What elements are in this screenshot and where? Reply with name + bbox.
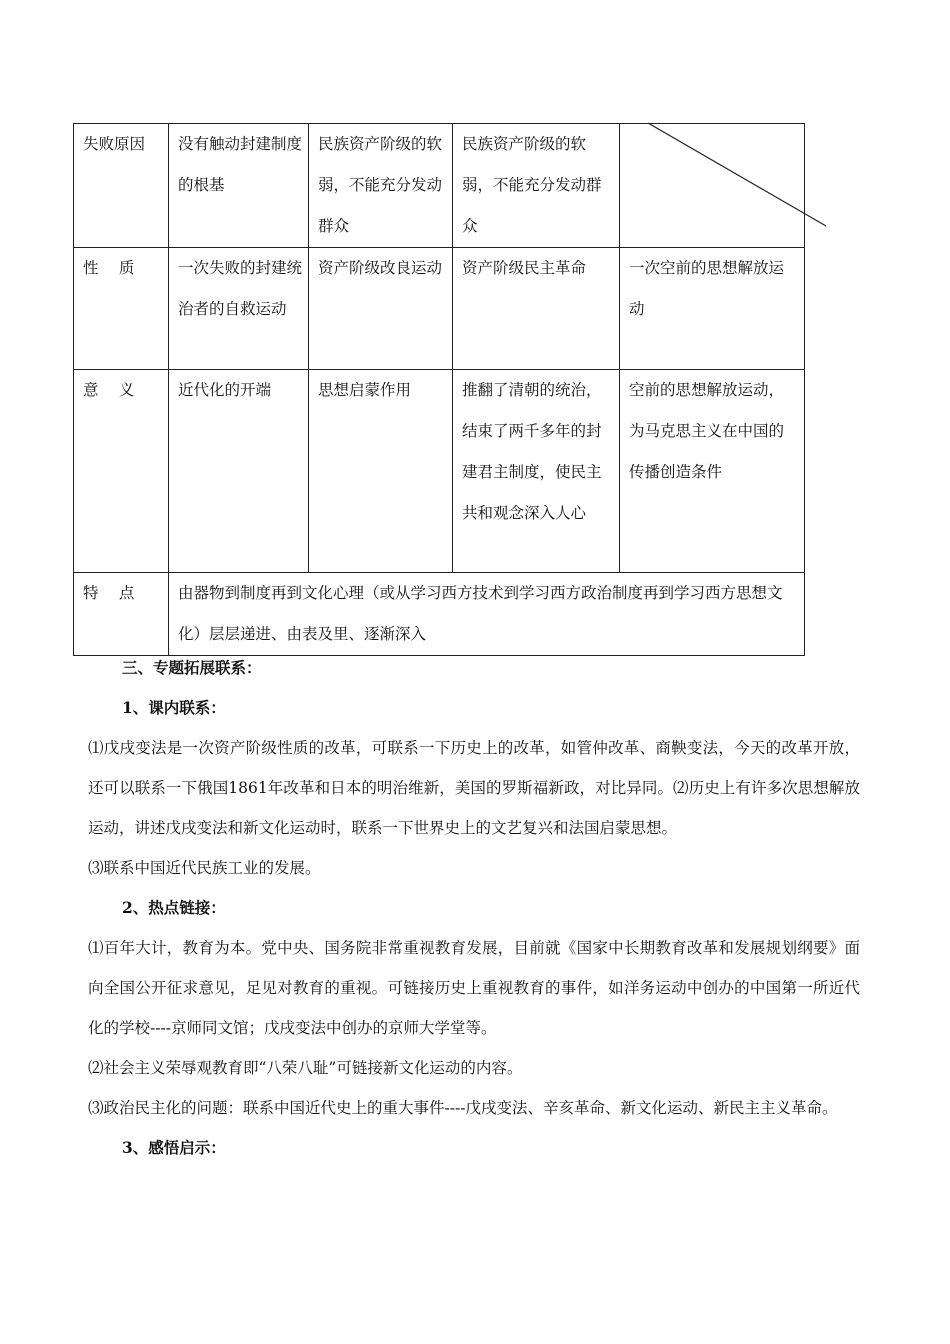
cell-significance-4: 空前的思想解放运动，为马克思主义在中国的传播创造条件 <box>620 370 805 573</box>
cell-nature-4: 一次空前的思想解放运动 <box>620 248 805 370</box>
cell-nature-2: 资产阶级改良运动 <box>309 248 453 370</box>
table-row-nature <box>74 248 805 370</box>
cell-nature-1: 一次失败的封建统治者的自救运动 <box>169 248 309 370</box>
row-label-nature: 性 质 <box>74 248 169 370</box>
cell-failure-2: 民族资产阶级的软弱，不能充分发动群众 <box>309 124 453 248</box>
cell-failure-1: 没有触动封建制度的根基 <box>169 124 309 248</box>
subsection-1-paragraph-2: ⑶联系中国近代民族工业的发展。 <box>88 859 321 877</box>
subsection-3-title: 3、感悟启示： <box>122 1138 226 1157</box>
cell-failure-3: 民族资产阶级的软弱，不能充分发动群众 <box>453 124 620 248</box>
subsection-1-title: 1、课内联系： <box>122 698 226 717</box>
table-row-characteristics <box>74 573 805 656</box>
table-row-significance <box>74 370 805 573</box>
section-title: 三、专题拓展联系： <box>122 658 262 677</box>
subsection-2-title: 2、热点链接： <box>122 898 226 917</box>
row-label-failure-reason: 失败原因 <box>74 124 169 248</box>
row-label-significance: 意 义 <box>74 370 169 573</box>
cell-characteristics-merged: 由器物到制度再到文化心理（或从学习西方技术到学习西方政治制度再到学习西方思想文化）层层递进、由表及里、逐渐深入 <box>169 573 805 656</box>
subsection-2-paragraph-1: ⑴百年大计，教育为本。党中央、国务院非常重视教育发展，目前就《国家中长期教育改革和发展规划纲要》面向全国公开征求意见，足见对教育的重视。可链接历史上重视教育的事件，如洋务运动中创办的中国第一所近代化的学校----京师同文馆；戊戌变法中创办的京师大学堂等。 <box>88 939 860 1037</box>
cell-nature-3: 资产阶级民主革命 <box>453 248 620 370</box>
cell-failure-4-empty <box>620 124 805 248</box>
cell-significance-2: 思想启蒙作用 <box>309 370 453 573</box>
extension-section <box>88 648 860 1168</box>
subsection-2-paragraph-2: ⑵社会主义荣辱观教育即“八荣八耻”可链接新文化运动的内容。 <box>88 1059 523 1077</box>
subsection-1-paragraph-1: ⑴戊戌变法是一次资产阶级性质的改革，可联系一下历史上的改革，如管仲改革、商鞅变法，今天的改革开放，还可以联系一下俄国1861年改革和日本的明治维新，美国的罗斯福新政，对比异同。⑵历史上有许多次思想解放运动，讲述戊戌变法和新文化运动时，联系一下世界史上的文艺复兴和法国启蒙思想。 <box>88 739 860 837</box>
comparison-table <box>73 123 805 656</box>
table-row-failure-reason <box>74 124 805 248</box>
cell-significance-1: 近代化的开端 <box>169 370 309 573</box>
subsection-2-paragraph-3: ⑶政治民主化的问题：联系中国近代史上的重大事件----戊戌变法、辛亥革命、新文化运动、新民主主义革命。 <box>88 1099 838 1117</box>
row-label-characteristics: 特 点 <box>74 573 169 656</box>
cell-significance-3: 推翻了清朝的统治，结束了两千多年的封建君主制度，使民主共和观念深入人心 <box>453 370 620 573</box>
